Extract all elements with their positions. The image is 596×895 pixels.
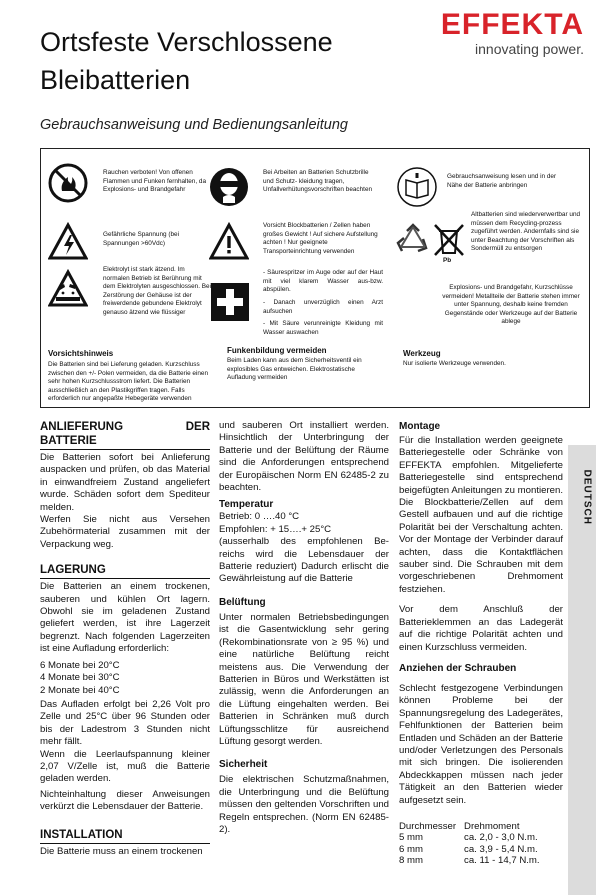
heading-anlieferung: ANLIEFERUNG DER BATTERIE	[40, 421, 210, 447]
safety-symbols-box	[40, 148, 590, 408]
heading-montage: Montage	[399, 421, 441, 432]
page-subtitle: Gebrauchsanweisung und Bedienungsanleitung	[40, 117, 348, 133]
first-aid-text-3: - Mit Säure verunreinigte Kleidung mit Wasser auswachen	[263, 320, 383, 336]
column-3	[399, 420, 563, 867]
werkzeug-title: Werkzeug	[403, 349, 441, 358]
logo-tagline: innovating power.	[475, 41, 584, 57]
heading-belueftung: Belüftung	[219, 596, 266, 608]
table-cell-diameter: 5 mm	[399, 832, 423, 844]
read-manual-icon	[397, 167, 437, 207]
werkzeug-text: Nur isolierte Werkzeuge verwenden.	[403, 360, 506, 367]
lagerung-paragraph-2: Das Aufladen erfolgt bei 2,26 Volt pro Zelle und 25°C über 96 Stunden oder bis der Ladestrom 3 Stunden nicht mehr fällt.	[40, 698, 210, 748]
storage-line-1: 6 Monate bei 20°C	[40, 659, 120, 671]
column-2	[219, 420, 389, 836]
montage-paragraph-1: Für die Installation werden geeignete Batteriegestelle oder Schränke von EFFEKTA empfohlen. Mitgelieferte Batteriegestelle sind entsprechend beigefügten Anleitungen zu montieren. Die Blockbatterie/Zellen auf dem Gestell aufbauen und auf die richtige Polarität bei der Verschaltung achten. Vor der Montage der Verbinder darauf achten, dass die Kontaktflächen sauber sind. Die Schrauben mit dem vorgeschriebenen Drehmoment festziehen.	[399, 435, 563, 595]
temperature-operating: Betrieb: 0 ….40 °C	[219, 511, 300, 523]
first-aid-text-2: - Danach unverzüglich einen Arzt aufsuchen	[263, 299, 383, 315]
vorsicht-title: Vorsichtshinweis	[48, 349, 114, 358]
temperature-note: (ausserhalb des empfohlenen Be- reichs wird die Lebensdauer der Batterie reduziert) Dadurch erlischt die Gewährleistung auf die Batterie	[219, 536, 389, 585]
anlieferung-paragraph-1: Die Batterien sofort bei Anlieferung auspacken und prüfen, ob das Material in einwandfreiem Zustand angeliefert wurde. Schäden sofort dem Spediteur melden.	[40, 452, 210, 513]
belueftung-paragraph: Unter normalen Betriebsbedingungen ist die Gasentwicklung sehr gering (Rekombinationsrate von ≥ 95 %) und eine natürliche Belüftung reicht meistens aus. Die Verwendung der Batterien in Büros und Werkstätten ist zulässig, wenn die Anforderungen an die Lüftung eingehalten werden. Bei Batterien in Schränken muß durch Lüftungsschlitze für ausreichend Lüftung gesorgt werden.	[219, 611, 389, 747]
no-fire-text: Rauchen verboten! Von offenen Flammen und Funken fernhalten, da Explosions- und Brandgefahr	[103, 169, 207, 194]
safety-goggles-icon	[209, 167, 249, 207]
table-row	[399, 844, 548, 856]
table-row	[399, 832, 548, 844]
installation-paragraph-1: Die Batterie muss an einem trockenen	[40, 845, 203, 857]
table-header-row	[399, 821, 548, 833]
heading-temperatur: Temperatur	[219, 499, 274, 511]
brand-logo	[441, 10, 584, 57]
lagerung-paragraph-4: Nichteinhaltung dieser Anweisungen verkürzt die Lebensdauer der Batterie.	[40, 788, 210, 813]
heading-schrauben: Anziehen der Schrauben	[399, 662, 517, 674]
lagerung-paragraph-3: Wenn die Leerlaufspannung kleiner 2,07 V/Zelle ist, muß die Batterie geladen werden.	[40, 748, 210, 785]
goggles-text: Bei Arbeiten an Batterien Schutzbrille und Schutz- kleidung tragen, Unfallverhütungsvorschriften beachten	[263, 169, 373, 194]
first-aid-text-1: - Säurespritzer im Auge oder auf der Haut mit viel klarem Wasser aus-bzw. abspülen.	[263, 269, 383, 294]
logo-word: EFFEKTA	[440, 8, 584, 41]
crossed-bin-icon	[429, 221, 469, 261]
warning-icon	[209, 222, 249, 262]
vorsicht-text: Die Batterien sind bei Lieferung geladen. Kurzschluss zwischen den +/- Polen vermeiden, da die Batterie einen sehr hohen Kurzschlussstrom liefert. Die Batterien ausschließlich an den Plastikgriffen tragen. Falls erforderlich nur angepaßte Hebegeräte verwenden	[48, 361, 209, 403]
corrosive-icon	[48, 269, 88, 309]
sicherheit-paragraph: Die elektrischen Schutzmaßnahmen, die Unterbringung und die Belüftung müssen den geltenden Vorschriften und Regeln entsprechen. (Norm EN 62485-2).	[219, 774, 389, 835]
heading-lagerung: LAGERUNG	[40, 564, 106, 577]
table-header-diameter: Durchmesser	[399, 820, 457, 832]
lagerung-paragraph-1: Die Batterien an einem trockenen, sauberen und kühlen Ort lagern. Obwohl sie im geladenen Zustand geliefert werden, ist ihre Lagerzeit begrenzt. Nach folgenden Lagerzeiten ist eine Aufladung erforderlich:	[40, 581, 210, 655]
column-1	[40, 420, 210, 858]
storage-line-2: 4 Monate bei 30°C	[40, 672, 120, 684]
acid-text: Elektrolyt ist stark ätzend. Im normalen Betrieb ist Berührung mit dem Elektrolyten ausgeschlossen. Bei Zerstörung der Gehäuse ist der freiwerdende gebundene Elektrolyt genauso ätzend wie flüssiger	[103, 266, 211, 316]
voltage-text: Gefährliche Spannung (bei Spannungen >60Vdc)	[103, 231, 180, 247]
montage-paragraph-2: Vor dem Anschluß der Batterieklemmen an das Ladegerät auf die richtige Polarität achten und einen Kurzschluss vermeiden.	[399, 604, 563, 653]
table-row	[399, 855, 548, 867]
schrauben-paragraph: Schlecht festgezogene Verbindungen können Probleme bei der Spannungsregelung des Ladegerätes, Fehlfunktionen der Batterien beim Entladen und Schäden an der Batterie und/oder Verletzungen des Personals mit sich bringen. Die isolierenden Abdeckkappen müssen nach jeder Tätigkeit an den Batterien wieder aufgesetzt sein.	[399, 682, 563, 806]
recycling-text: Altbatterien sind wiederverwertbar und müssen dem Recycling-prozess zugeführt werden. Andernfalls sind sie unter Beachtung der Vorschriften als Sondermüll zu entsorgen	[471, 211, 581, 253]
no-smoking-icon	[48, 163, 88, 203]
high-voltage-icon	[48, 222, 88, 262]
manual-text: Gebrauchsanweisung lesen und in der Nähe der Batterie anbringen	[447, 173, 557, 189]
funken-text: Beim Laden kann aus dem Sicherheitsventil ein explosibles Gas entweichen. Elektrostatische Aufladung vermeiden	[227, 357, 362, 382]
storage-line-3: 2 Monate bei 40°C	[40, 684, 120, 696]
language-tab-label: DEUTSCH	[581, 469, 592, 525]
table-header-torque: Drehmoment	[464, 820, 520, 832]
pb-label: Pb	[443, 257, 452, 264]
anlieferung-paragraph-2: Werfen Sie nicht aus Versehen Zubehörmaterial zusammen mit der Verpackung weg.	[40, 514, 210, 550]
weight-warning-text: Vorsicht Blockbatterien / Zellen haben großes Gewicht ! Auf sichere Aufstellung achten ! Nur geeignete Transporteinrichtung verwenden	[263, 222, 378, 255]
temperature-recommended: Empfohlen: + 15….+ 25°C	[219, 523, 332, 535]
torque-table	[399, 821, 548, 867]
funken-title: Funkenbildung vermeiden	[227, 346, 327, 355]
short-circuit-text: Explosions- und Brandgefahr, Kurzschlüsse vermeiden! Metallteile der Batterie stehen immer unter Spannung, deshalb keine fremden Gegenstände oder Werkzeuge auf der Batterie ablege	[442, 284, 580, 326]
table-cell-diameter: 8 mm	[399, 855, 423, 867]
page-title-line2: Bleibatterien	[40, 65, 191, 95]
heading-sicherheit: Sicherheit	[219, 759, 268, 771]
page-title-line1: Ortsfeste Verschlossene	[40, 27, 333, 57]
table-cell-torque: ca. 11 - 14,7 N.m.	[464, 855, 540, 867]
table-cell-torque: ca. 2,0 - 3,0 N.m.	[464, 832, 538, 844]
table-cell-diameter: 6 mm	[399, 843, 423, 855]
recycle-icon	[393, 221, 433, 261]
installation-continued: und sauberen Ort installiert werden. Hinsichtlich der Unterbringung der Batterie und der Belüftung der Räume sind die Anforderungen entsprechend der Europäischen Norm EN 62485-2 zu beachten.	[219, 420, 389, 494]
heading-installation: INSTALLATION	[40, 828, 123, 841]
first-aid-icon	[211, 283, 249, 321]
table-cell-torque: ca. 3,9 - 5,4 N.m.	[464, 843, 538, 855]
